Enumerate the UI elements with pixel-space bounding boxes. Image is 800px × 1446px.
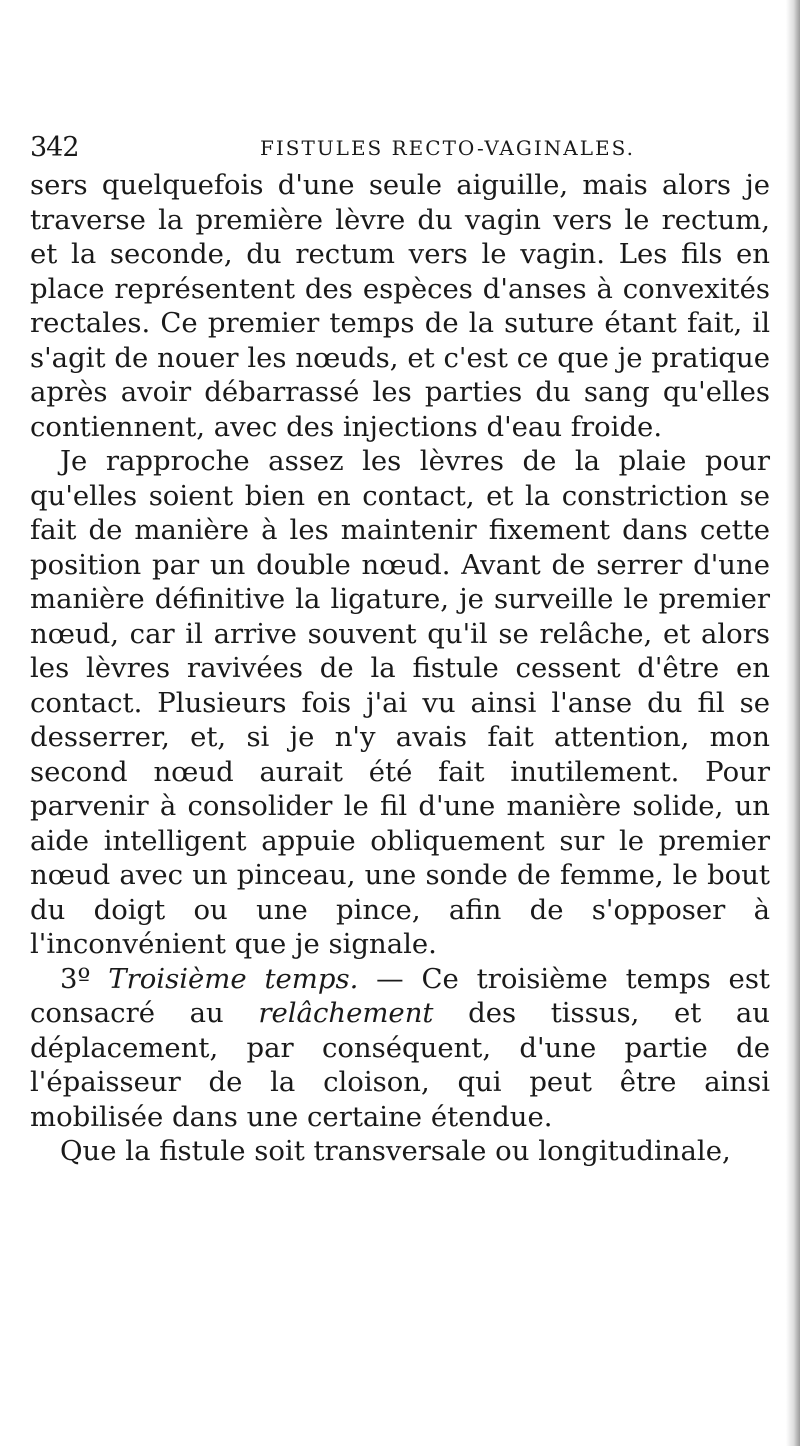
paragraph-suture-first-step: sers quelquefois d'une seule aiguille, mais alors je traverse la première lèvre du vagin vers le rectum, et la seconde, du rectum vers le vagin. Les fils en place représentent des espèces d'anses à convexités rectales. Ce premier temps de la suture étant fait, il s'agit de nouer les nœuds, et c'est ce que je pratique après avoir débarrassé les parties du sang qu'elles contiennent, avec des injections d'eau froide. — [30, 169, 770, 443]
page-number: 342 — [30, 132, 79, 163]
step-heading: Troisième temps. — [108, 962, 359, 995]
step-number: 3º — [60, 962, 109, 995]
step-dash-text: — Ce troisième temps est consacré au — [30, 962, 770, 1029]
emphasis-relachement: relâchement — [258, 997, 434, 1029]
running-title: FISTULES RECTO-VAGINALES. — [260, 136, 635, 160]
page-edge-shadow — [786, 0, 800, 1446]
paragraph-fistula-orientation: Que la fistule soit transversale ou longitudinale, — [60, 1135, 731, 1167]
body-text — [30, 168, 770, 1169]
page-header — [30, 132, 770, 166]
paragraph-double-knot: Je rapproche assez les lèvres de la plaie pour qu'elles soient bien en contact, et la constriction se fait de manière à les maintenir fixement dans cette position par un double nœud. Avant de serrer d'une manière définitive la ligature, je surveille le premier nœud, car il arrive souvent qu'il se relâche, et alors les lèvres ravivées de la fistule cessent d'être en contact. Plusieurs fois j'ai vu ainsi l'anse du fil se desserrer, et, si je n'y avais fait attention, mon second nœud aurait été fait inutilement. Pour parvenir à consolider le fil d'une manière solide, un aide intelligent appuie obliquement sur le premier nœud avec un pinceau, une sonde de femme, le bout du doigt ou une pince, afin de s'opposer à l'inconvénient que je signale. — [30, 445, 770, 960]
step-rest-text: des tissus, et au déplacement, par conséquent, d'une partie de l'épaisseur de la cloison, qui peut être ainsi mobilisée dans une certaine étendue. — [30, 997, 770, 1133]
paragraph-third-step — [30, 962, 770, 1135]
